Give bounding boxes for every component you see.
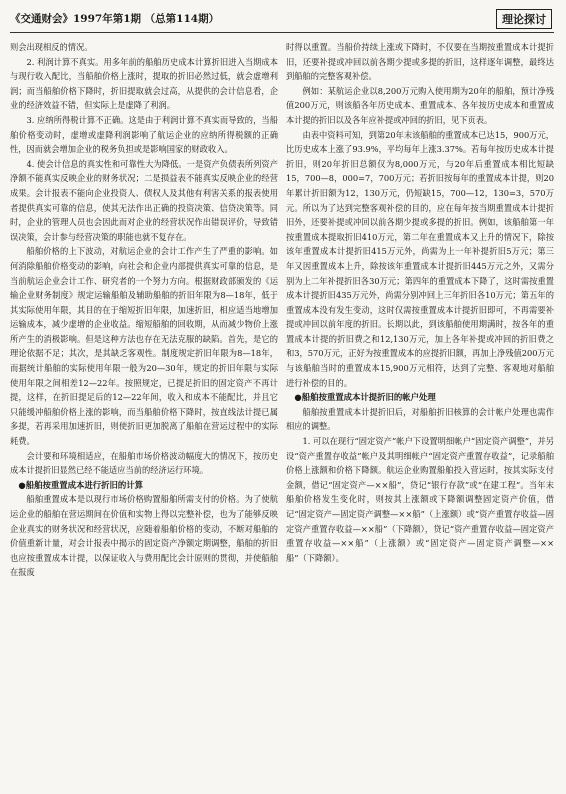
paragraph: 船舶按重置成本计提折旧后，对船舶折旧核算的会计帐户处理也需作相应的调整。	[286, 406, 554, 432]
article-body	[10, 40, 554, 790]
paragraph: 时得以重置。当船价持续上涨或下降时，不仅要在当期按重置成本计提折旧，还要补提或冲回以前各期少提或多提的折旧，这样逐年调整，最终达到船舶的完整客观补偿。	[286, 42, 554, 82]
section-heading-text: 船舶按重置成本计提折旧的帐户处理	[301, 392, 436, 403]
paragraph: 2. 利润计算不真实。用多年前的船舶历史成本计算折旧进入当期成本与现行收入配比，当船舶价格上涨时，提取的折旧必然过低，就会虚增利润；而当船舶价格下降时，折旧提取就会过高，从提供的会计信息看，企业的经济效益不错，但实际上是虚降了利润。	[10, 56, 278, 111]
journal-issue-line: 《交通财会》1997年第1期 （总第114期）	[10, 13, 220, 25]
paragraph: 3. 应纳所得税计算不正确。这是由于利润计算不真实而导致的，当船舶价格变动时，虚增或虚降利润影响了航运企业的应纳所得税额的正确性，因而就会增加企业的税务负担或是影响国家的财政收入。	[10, 114, 278, 155]
paragraph: 1. 可以在现行“固定资产”帐户下设置明细帐户“固定资产调整”，并另设“资产重置存收益”帐户及其明细帐户“固定资产重置存收益”，记录船舶价格上涨额和价格下降额。航运企业购置船舶投入营运时，按其实际支付金额，借记“固定资产—××船”，贷记“银行存款”或“在建工程”。当年末船舶价格发生变化时，则按其上涨额或下降额调整固定资产价值，借记“固定资产—固定资产调整—××船”（上涨额）或“资产重置存收益—固定资产重置存收益—××船”（下降额），贷记“资产重置存收益—固定资产重置存收益—××船”（上涨额）或“固定资产—固定资产调整—××船”（下降额）。	[286, 436, 554, 563]
paragraph: 则会出现相反的情况。	[10, 42, 93, 52]
left-column	[10, 40, 278, 790]
section-heading	[10, 478, 278, 493]
right-column	[286, 40, 554, 790]
paragraph: 例如：某航运企业以8,200万元购入使用期为20年的船舶，预计净残值200万元，则该船各年历史成本、重置成本、各年按历史成本和重置成本计提的折旧以及各年应补提或冲回的折旧，见下页表。	[286, 85, 554, 125]
section-heading-text: 船舶按重置成本进行折旧的计算	[25, 479, 143, 490]
header-rule	[10, 32, 554, 33]
paragraph: 船舶价格的上下波动，对航运企业的会计工作产生了严重的影响。如何消除船舶价格变动的影响，向社会和企业内部提供真实可靠的信息，是当前航运企业会计工作、研究者的一个努力方向。根据财政部颁发的《运输企业财务制度》规定运输船舶及辅助船舶的折旧年限为8—18年，低于其实际使用年限，其目的在于缩短折旧年限，加速折旧，相应适当地增加运输成本，减少虚增的企业收益。缩短船舶的回收期，从而减少物价上涨所产生的消极影响。但是这种方法也存在无法克服的缺陷。首先，是它的理论依据不足；其次，是其缺乏客观性。制度规定折旧年限为8—18年，而据统计船舶的实际使用年限一般为20—30年，规定的折旧年限与实际使用年限之间相差12—22年。按照规定，已提足折旧的固定资产不再计提，这样，在折旧提足后的12—22年间，收入和成本不能配比，并且它只能缓冲船舶价格上涨的影响，而当船舶价格下降时，按直线法计提已属多提，若再采用加速折旧，则使折旧更加脱离了船舶在营运过程中的实际耗费。	[10, 246, 278, 447]
paragraph: 船舶重置成本是以现行市场价格购置船舶所需支付的价格。为了使航运企业的船舶在营运期间在价值和实物上得以完整补偿，也为了能够反映企业真实的财务状况和经营状况，应随着船舶价格的变动，不断对船舶的价值重新计量，对会计报表中揭示的固定资产净额定期调整，船舶的折旧也应按重置成本计提，以保证收入与费用配比会计原则的贯彻，并使船舶在报废	[10, 494, 278, 578]
paragraph: 会计要和环境相适应，在船舶市场价格波动幅度大的情况下，按历史成本计提折旧显然已经不能适应当前的经济运行环境。	[10, 450, 278, 476]
heading-bullet-icon: ●	[294, 392, 302, 403]
paragraph: 由表中资料可知，到第20年末该船舶的重置成本已达15，900万元，比历史成本上涨了93.9%，平均每年上涨3.37%。若每年按历史成本计提折旧，则20年折旧总额仅为8,000万元，与20年后重置成本相比短缺15，700—8，000=7，700万元；若折旧按每年的重置成本计提，则20年累计折旧额为12，130万元，仍短缺15，700—12，130=3，570万元。所以为了达到完整客观补偿的目的，应在每年按当期重置成本计提折旧外，还要补提或冲回以前各期少提或多提的折旧。例如，该船舶第一年按重置成本提取折旧410万元，第二年在重置成本又上升的情况下，除按该年重置成本计提折旧415万元外，尚需为上一年补提折旧5万元；第三年又因重置成本上升，除按该年重置成本计提折旧445万元之外，又需分别为上二年补提折旧各30万元；第四年的重置成本下降了，这时需按重置成本计提折旧435万元外，尚需分别冲回上三年折旧各10万元；第五年的重置成本没有发生变动，这时仅需按重置成本计提折旧即可，不再需要补提或冲回以前年度的折旧。长期以此，到该船舶使用期满时，按各年的重置成本计提的折旧费之和12,130万元，加上各年补提或冲回的折旧费之和3，570万元，正好为按重置成本的应提折旧额，再加上净残值200万元与该船舶当时的重置成本15,900万元相符，达到了完整、客观地对船舶进行补偿的目的。	[286, 129, 554, 388]
paragraph: 4. 使会计信息的真实性和可靠性大为降低。一是资产负债表所列资产净额不能真实反映企业的财务状况；二是损益表不能真实反映企业的经营成果。会计报表不能向企业投资人、债权人及其他有利害关系的报表使用者提供真实可靠的信息，使其无法作出正确的投资决策、信贷决策等。同时，企业的管理人员也会因此而对企业的经营状况作出错误评价，导致错误决策，会计参与经营决策的职能也就不复存在。	[10, 158, 278, 242]
section-tag: 理论探讨	[496, 9, 552, 29]
page-header	[10, 9, 554, 31]
section-heading	[286, 390, 554, 405]
heading-bullet-icon: ●	[18, 479, 26, 490]
